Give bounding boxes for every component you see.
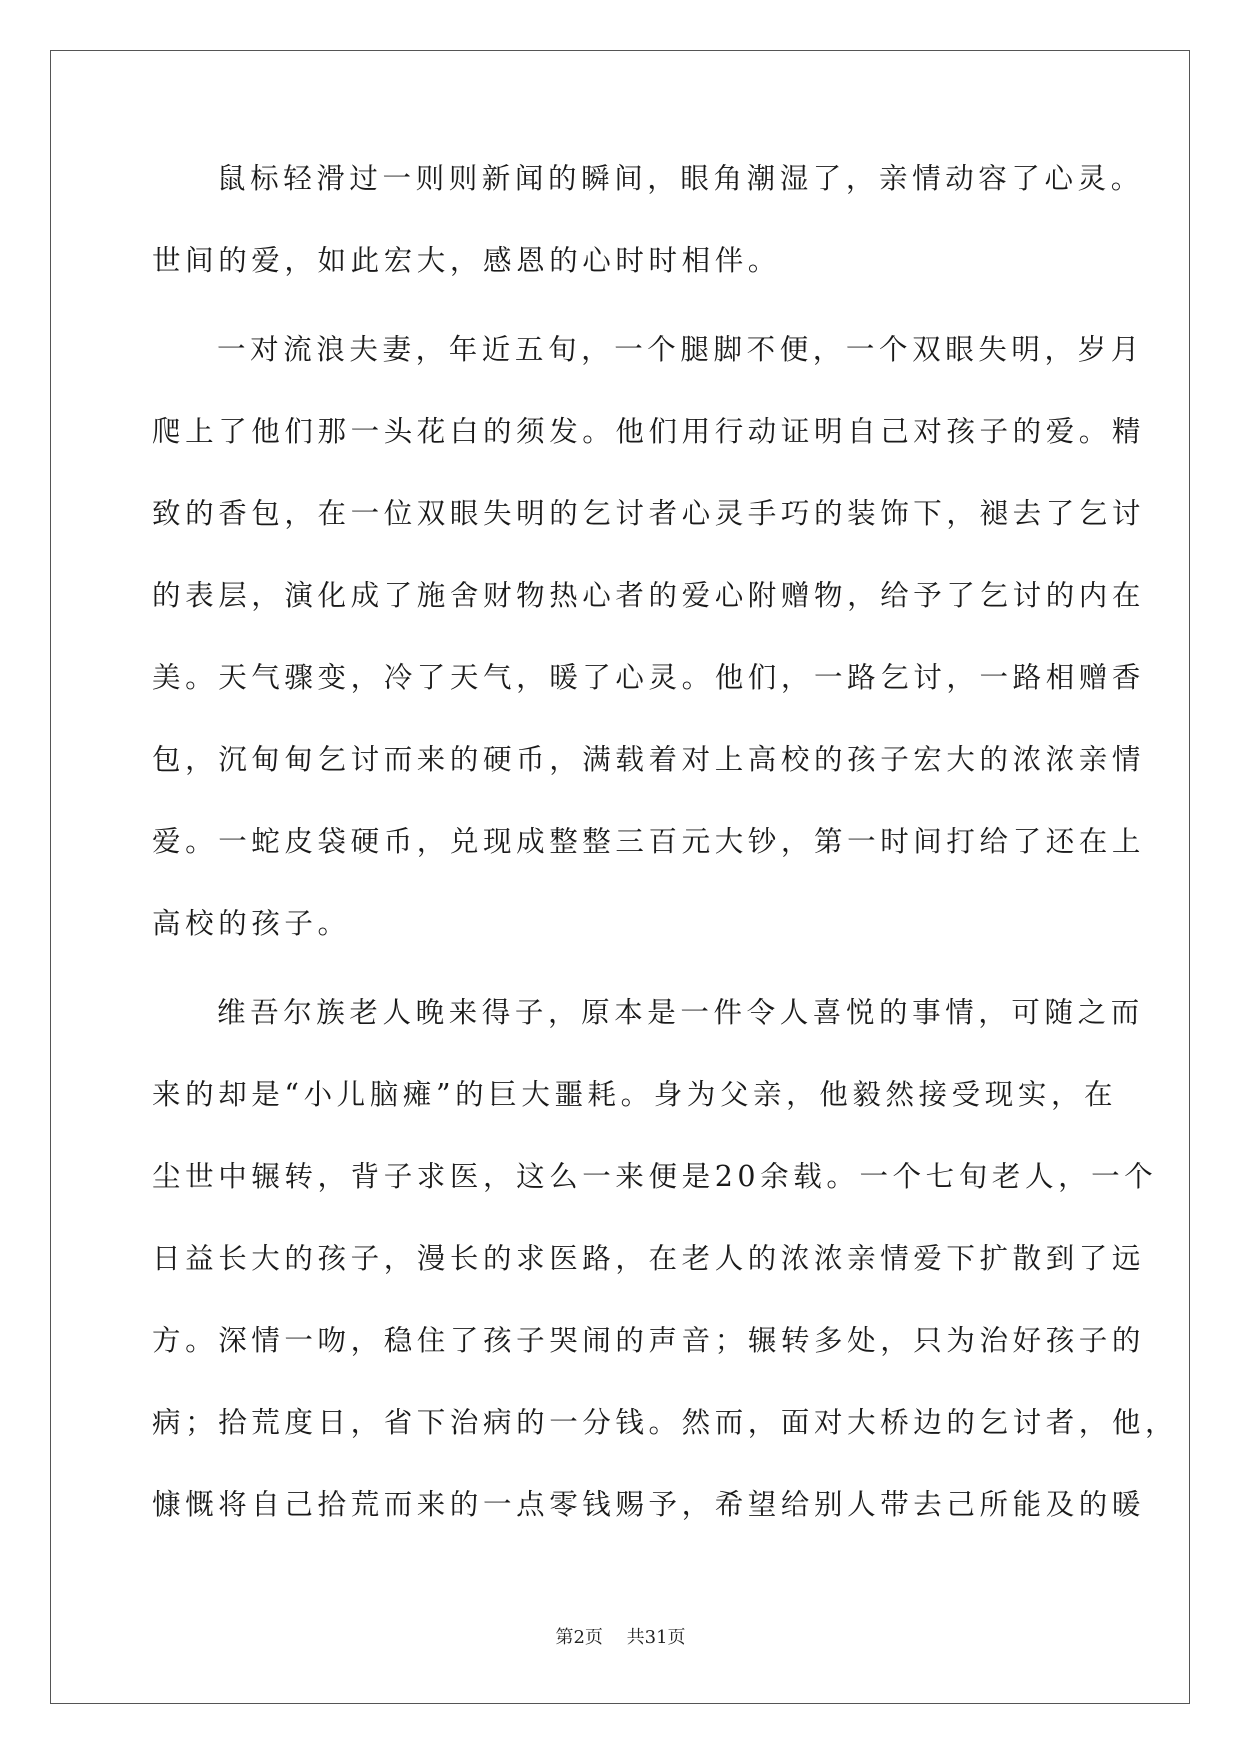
text-line: 包，沉甸甸乞讨而来的硬币，满载着对上高校的孩子宏大的浓浓亲情: [152, 743, 1146, 776]
page-footer: [0, 1623, 1241, 1649]
page-total: 共31页: [626, 1627, 686, 1648]
text-line: 爬上了他们那一头花白的须发。他们用行动证明自己对孩子的爱。精: [152, 415, 1146, 448]
text-line: 病；拾荒度日，省下治病的一分钱。然而，面对大桥边的乞讨者，他，: [152, 1406, 1179, 1439]
text-line: 尘世中辗转，背子求医，这么一来便是20余载。一个七旬老人，一个: [152, 1160, 1158, 1193]
page-number: 第2页: [555, 1627, 603, 1648]
document-body: [152, 162, 1179, 1571]
text-line: 爱。一蛇皮袋硬币，兑现成整整三百元大钞，第一时间打给了还在上: [152, 825, 1146, 858]
text-line: 高校的孩子。: [152, 907, 351, 940]
text-line: 世间的爱，如此宏大，感恩的心时时相伴。: [152, 244, 781, 277]
text-line: 方。深情一吻，稳住了孩子哭闹的声音；辗转多处，只为治好孩子的: [152, 1324, 1146, 1357]
text-line: 致的香包，在一位双眼失明的乞讨者心灵手巧的装饰下，褪去了乞讨: [152, 497, 1146, 530]
text-line: 鼠标轻滑过一则则新闻的瞬间，眼角潮湿了，亲情动容了心灵。: [217, 162, 1144, 195]
text-line: 美。天气骤变，冷了天气，暖了心灵。他们，一路乞讨，一路相赠香: [152, 661, 1146, 694]
text-line: 的表层，演化成了施舍财物热心者的爱心附赠物，给予了乞讨的内在: [152, 579, 1146, 612]
text-line: 维吾尔族老人晚来得子，原本是一件令人喜悦的事情，可随之而: [217, 996, 1144, 1029]
text-line: 一对流浪夫妻，年近五旬，一个腿脚不便，一个双眼失明，岁月: [217, 333, 1144, 366]
text-line: 来的却是“小儿脑瘫”的巨大噩耗。身为父亲，他毅然接受现实，在: [152, 1078, 1118, 1111]
text-line: 日益长大的孩子，漫长的求医路，在老人的浓浓亲情爱下扩散到了远: [152, 1242, 1146, 1275]
text-line: 慷慨将自己拾荒而来的一点零钱赐予，希望给别人带去己所能及的暖: [152, 1488, 1146, 1521]
